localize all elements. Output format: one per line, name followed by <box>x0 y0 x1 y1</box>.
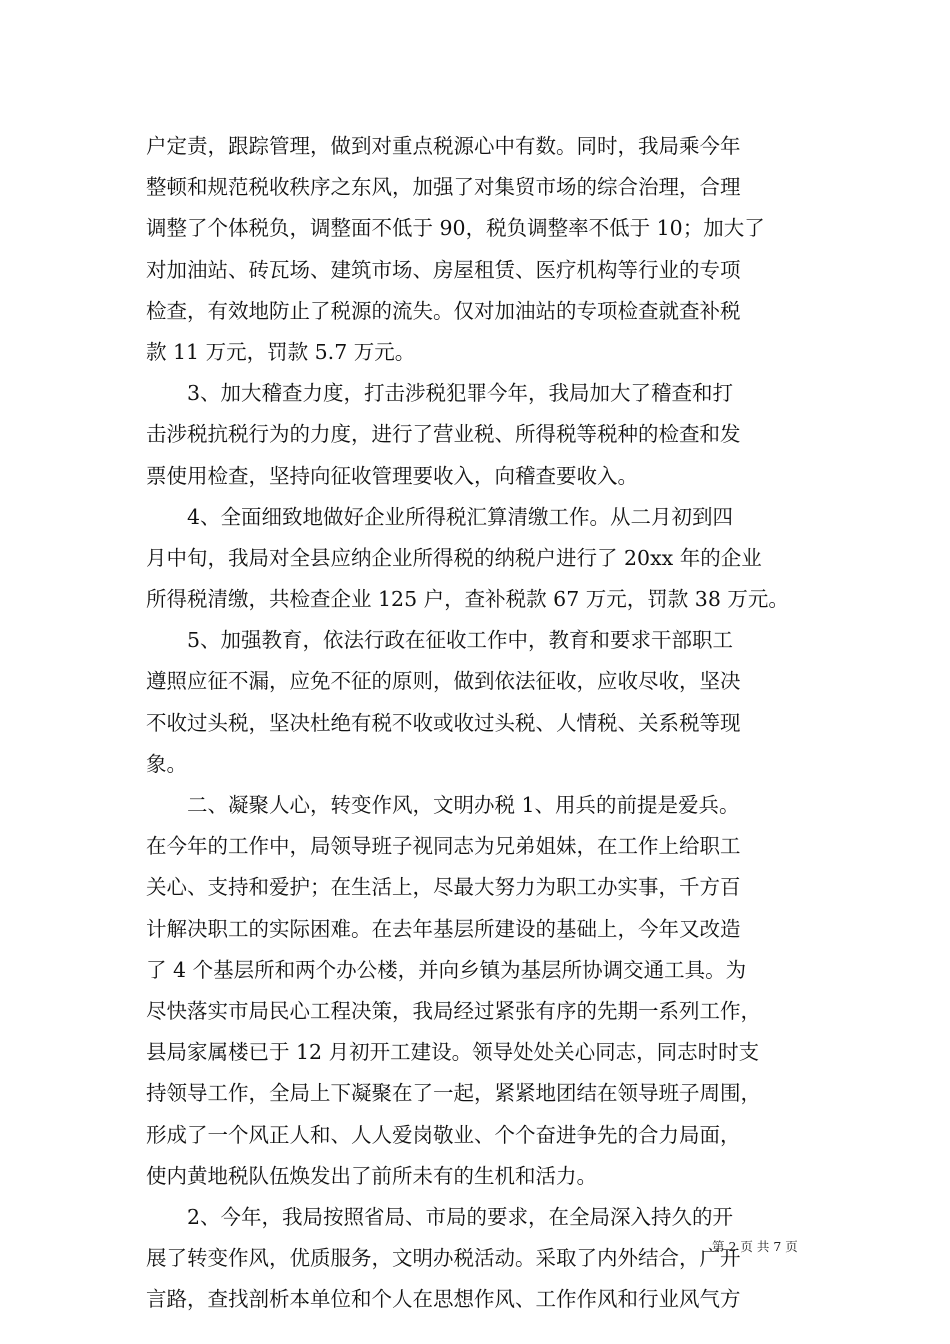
text-line: 检查，有效地防止了税源的流失。仅对加油站的专项检查就查补税 <box>146 298 741 323</box>
text-line: 了 4 个基层所和两个办公楼，并向乡镇为基层所协调交通工具。为 <box>146 957 747 982</box>
text-line: 票使用检查，坚持向征收管理要收入，向稽查要收入。 <box>146 463 638 488</box>
text-line: 关心、支持和爱护；在生活上，尽最大努力为职工办实事，千方百 <box>146 875 741 900</box>
text-line: 3、加大稽查力度，打击涉税犯罪今年，我局加大了稽查和打 <box>146 381 734 406</box>
text-line: 5、加强教育，依法行政在征收工作中，教育和要求干部职工 <box>146 628 734 653</box>
text-line: 在今年的工作中，局领导班子视同志为兄弟姐妹，在工作上给职工 <box>146 834 741 859</box>
text-line: 遵照应征不漏，应免不征的原则，做到依法征收，应收尽收，坚决 <box>146 669 741 694</box>
text-line: 2、今年，我局按照省局、市局的要求，在全局深入持久的开 <box>146 1204 734 1229</box>
text-line: 计解决职工的实际困难。在去年基层所建设的基础上，今年又改造 <box>146 916 741 941</box>
text-line: 县局家属楼已于 12 月初开工建设。领导处处关心同志，同志时时支 <box>146 1040 760 1065</box>
text-line: 尽快落实市局民心工程决策，我局经过紧张有序的先期一系列工作， <box>146 998 761 1023</box>
text-line: 象。 <box>146 751 187 776</box>
text-line: 所得税清缴，共检查企业 125 户，查补税款 67 万元，罚款 38 万元。 <box>146 587 789 612</box>
text-line: 言路，查找剖析本单位和个人在思想作风、工作作风和行业风气方 <box>146 1287 741 1312</box>
text-line: 调整了个体税负，调整面不低于 90，税负调整率不低于 10；加大了 <box>146 216 765 241</box>
text-line: 二、凝聚人心，转变作风，文明办税 1、用兵的前提是爱兵。 <box>146 793 740 817</box>
text-line: 对加油站、砖瓦场、建筑市场、房屋租赁、医疗机构等行业的专项 <box>146 257 741 282</box>
text-line: 使内黄地税队伍焕发出了前所未有的生机和活力。 <box>146 1163 597 1188</box>
text-line: 形成了一个风正人和、人人爱岗敬业、个个奋进争先的合力局面， <box>146 1122 741 1147</box>
text-line: 持领导工作，全局上下凝聚在了一起，紧紧地团结在领导班子周围， <box>146 1081 761 1106</box>
body-text <box>146 126 806 1320</box>
text-line: 款 11 万元，罚款 5.7 万元。 <box>146 339 416 364</box>
text-line: 月中旬，我局对全县应纳企业所得税的纳税户进行了 20xx 年的企业 <box>146 545 762 570</box>
text-line: 整顿和规范税收秩序之东风，加强了对集贸市场的综合治理，合理 <box>146 175 741 200</box>
page-number-footer: 第 2 页 共 7 页 <box>712 1239 798 1254</box>
text-line: 4、全面细致地做好企业所得税汇算清缴工作。从二月初到四 <box>146 504 734 529</box>
text-line: 不收过头税，坚决杜绝有税不收或收过头税、人情税、关系税等现 <box>146 710 741 735</box>
text-line: 击涉税抗税行为的力度，进行了营业税、所得税等税种的检查和发 <box>146 422 741 447</box>
text-line: 户定责，跟踪管理，做到对重点税源心中有数。同时，我局乘今年 <box>146 134 741 158</box>
text-line: 展了转变作风，优质服务，文明办税活动。采取了内外结合，广开 <box>146 1246 741 1271</box>
